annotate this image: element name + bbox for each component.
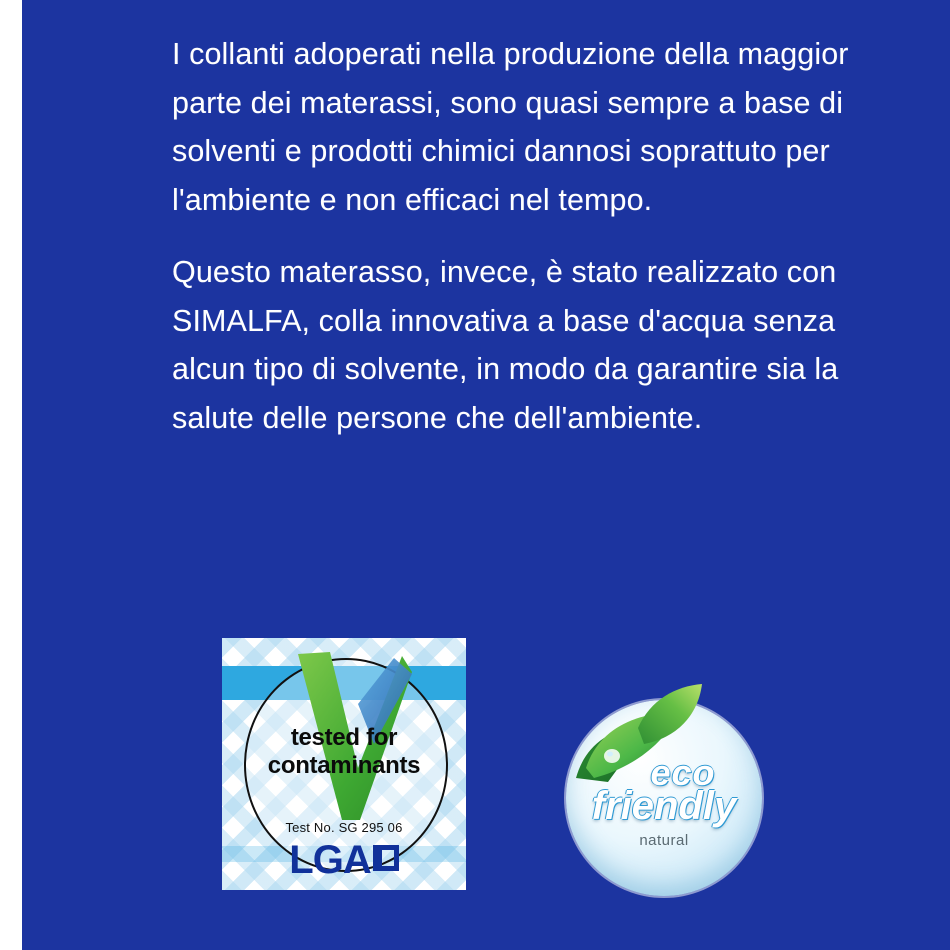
lga-logo-mark-icon — [373, 845, 399, 871]
lga-claim-text — [222, 724, 466, 780]
paragraph-1: I collanti adoperati nella produzione della maggior parte dei materassi, sono quasi sempre a base di solventi e prodotti chimici dannosi soprattuto per l'ambiente e non efficaci nel tempo. — [172, 37, 849, 217]
lga-claim-line-1: tested for — [290, 724, 398, 751]
lga-logo — [222, 838, 466, 883]
eco-word-natural: natural — [639, 832, 689, 849]
text-content — [172, 30, 872, 442]
left-white-gutter — [0, 0, 22, 950]
eco-word-friendly: friendly — [591, 784, 737, 828]
eco-word-eco: eco — [650, 752, 716, 793]
lga-test-number: Test No. SG 295 06 — [285, 820, 403, 835]
lga-logo-text: LGA — [289, 838, 371, 882]
lga-claim-line-2: contaminants — [267, 752, 421, 779]
lga-badge — [222, 638, 466, 890]
paragraph-2: Questo materasso, invece, è stato realizzato con SIMALFA, colla innovativa a base d'acqua senza alcun tipo di solvente, in modo da garantire sia la salute delle persone che dell'ambiente. — [172, 255, 839, 435]
eco-friendly-badge — [566, 700, 762, 896]
